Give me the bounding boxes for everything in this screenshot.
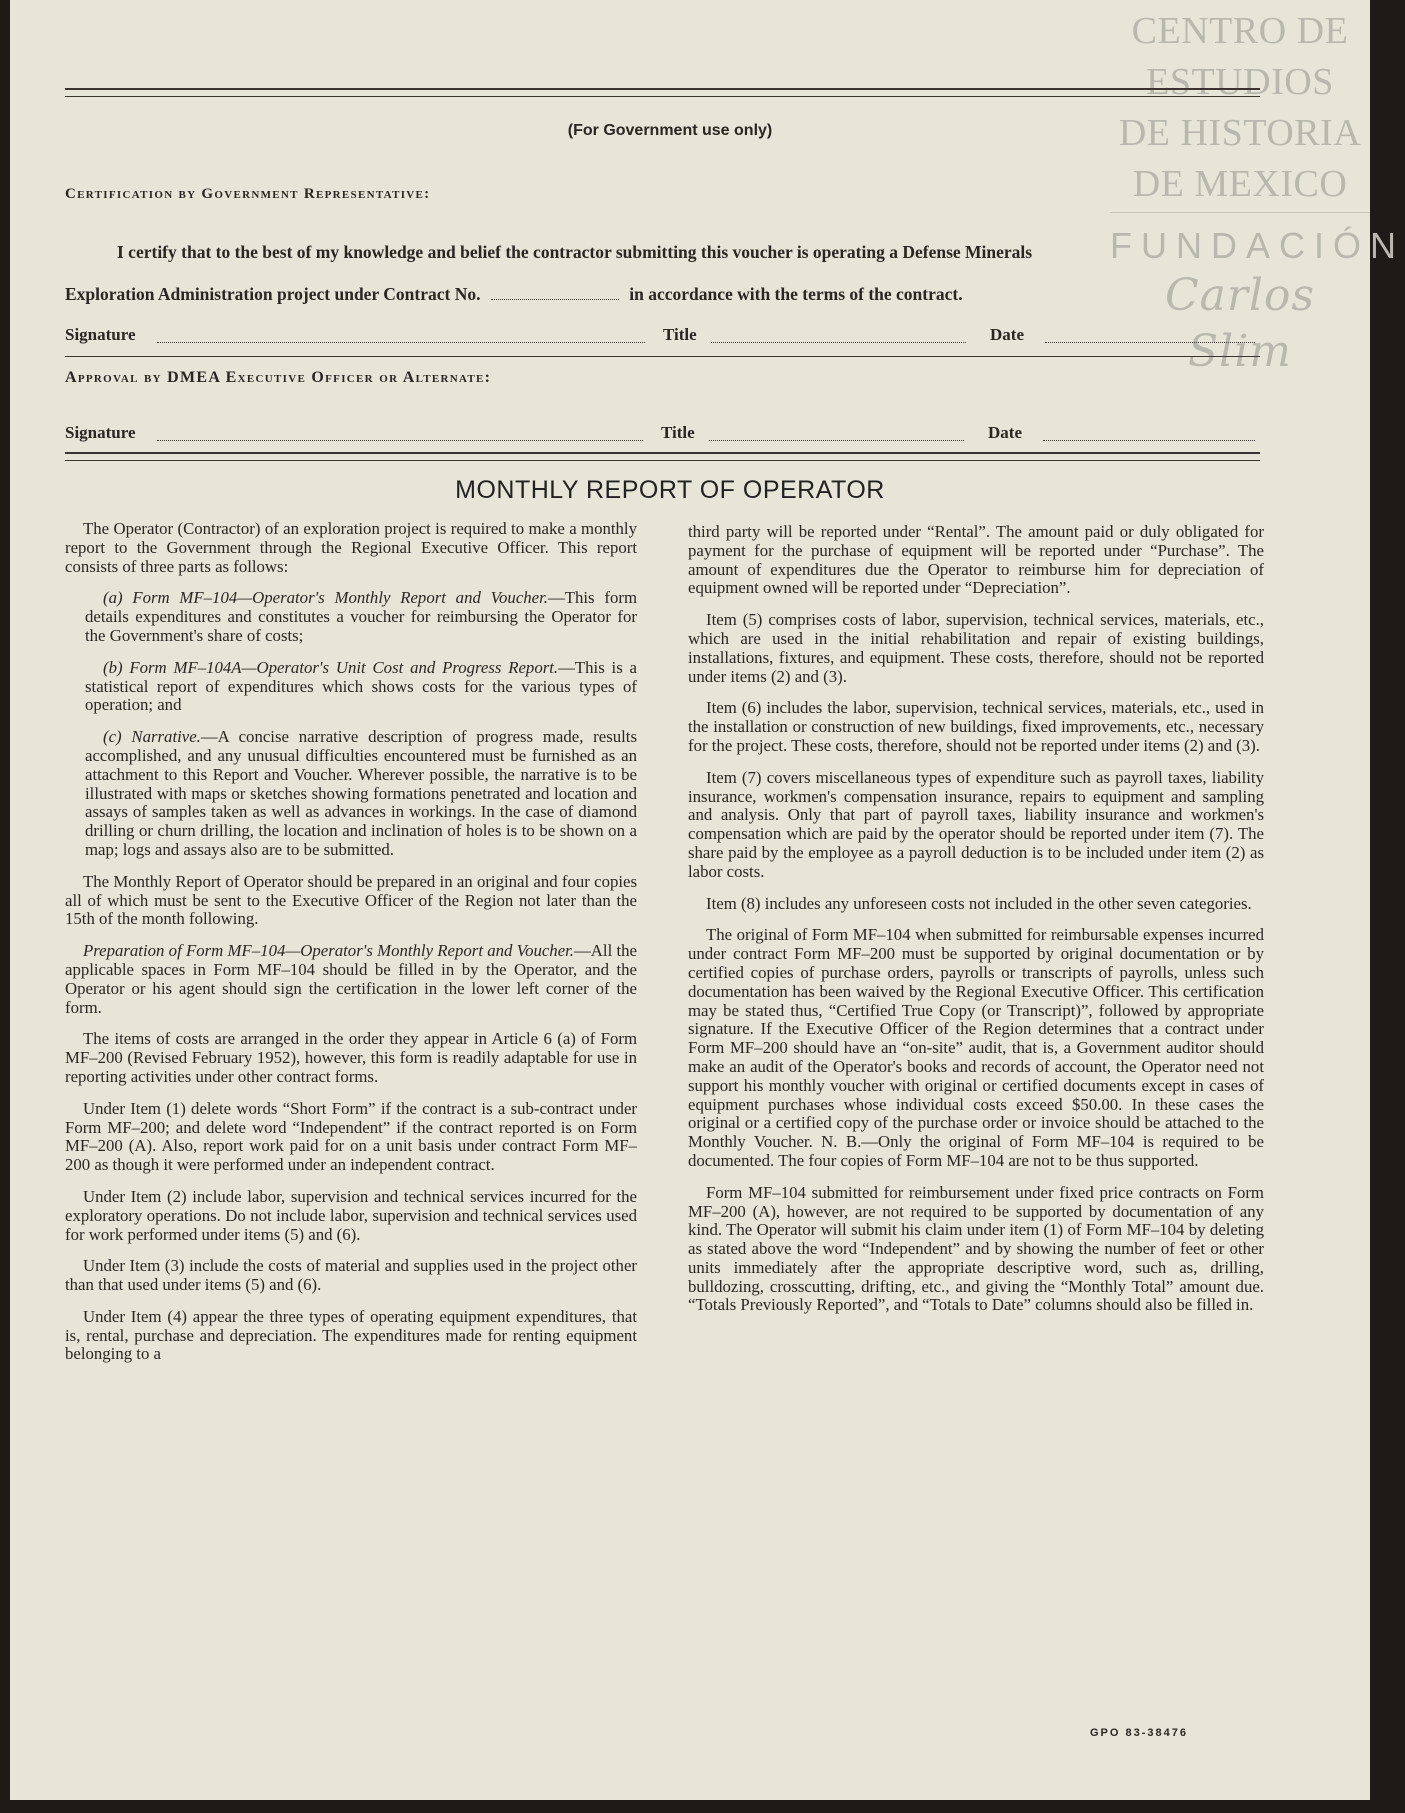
report-paragraph	[688, 769, 1264, 882]
date-field[interactable]	[1045, 342, 1255, 343]
watermark-fundacion: FUNDACIÓN	[1110, 225, 1405, 266]
report-paragraph	[65, 659, 637, 715]
paragraph-text: —This is a statistical report of expenditures which shows costs for the various types of operation; and	[85, 657, 637, 715]
approval-double-rule	[65, 452, 1260, 461]
report-paragraph	[688, 1184, 1264, 1316]
report-paragraph	[65, 1308, 637, 1364]
watermark-signature: Carlos Slim	[1164, 270, 1316, 377]
paragraph-text: Item (8) includes any unforeseen costs not included in the other seven categories.	[706, 893, 1252, 913]
approval-heading: Approval by DMEA Executive Officer or Alternate:	[65, 369, 492, 386]
title-label: Title	[661, 423, 695, 442]
report-paragraph	[65, 942, 637, 1017]
report-paragraph	[688, 895, 1264, 914]
report-paragraph	[65, 1257, 637, 1295]
watermark-line: DE MEXICO	[1132, 163, 1348, 205]
paragraph-text: The items of costs are arranged in the order they appear in Article 6 (a) of Form MF–200 (Revised February 1952), however, this form is readily adaptable for use in reporting activities under other contract forms.	[65, 1029, 637, 1086]
paragraph-text: Item (7) covers miscellaneous types of expenditure such as payroll taxes, liability insurance, workmen's compensation insurance, repairs to equipment and sampling and analysis. Only that part of payroll taxes, liability insurance and workmen's compensation which are paid by the operator should be reported under item (7). The share paid by the employee as a payroll deduction is to be included under item (2) as labor costs.	[688, 767, 1264, 881]
report-paragraph	[65, 728, 637, 860]
watermark-line: DE HISTORIA	[1118, 112, 1362, 154]
title-label: Title	[663, 325, 697, 344]
signature-field[interactable]	[157, 440, 643, 441]
paragraph-text: third party will be reported under “Rental”. The amount paid or duly obligated for payment for the purchase of equipment will be reported under “Purchase”. The amount of expenditures due the Operator to reimburse him for depreciation of equipment owned will be reported under “Depreciation”.	[688, 522, 1264, 598]
signature-label: Signature	[65, 325, 136, 344]
report-paragraph	[65, 873, 637, 929]
watermark-divider	[1110, 212, 1370, 213]
paragraph-lead: (a) Form MF–104—Operator's Monthly Report and Voucher.	[103, 588, 548, 608]
report-paragraph	[65, 1188, 637, 1244]
report-paragraph	[688, 611, 1264, 686]
report-paragraph	[65, 520, 637, 576]
paragraph-text: The original of Form MF–104 when submitted for reimbursable expenses incurred under contract Form MF–200 must be supported by original documentation or by certified copies of purchase orders, payrolls or transcripts of payrolls, unless such documentation has been waived by the Regional Executive Officer. This certification may be stated thus, “Certified True Copy (or Transcript)”, followed by appropriate signature. If the Executive Officer of the Region determines that a contract under Form MF–200 should have an “on-site” audit, that is, a Government auditor should make an audit of the Operator's books and records of account, the Operator need not support his monthly voucher with original or certified documents except in cases of equipment purchases whose individual costs exceed $50.00. In these cases the original or a certified copy of the purchase order or invoice should be attached to the Monthly Voucher. N. B.—Only the original of Form MF–104 is required to be documented. The four copies of Form MF–104 are not to be thus supported.	[688, 925, 1264, 1170]
watermark-line: ESTUDIOS	[1146, 61, 1334, 103]
watermark-line: CENTRO DE	[1131, 10, 1349, 52]
report-paragraph	[688, 523, 1264, 598]
date-label: Date	[988, 423, 1022, 442]
paragraph-text: Form MF–104 submitted for reimbursement under fixed price contracts on Form MF–200 (A), however, are not required to be supported by documentation of any kind. The Operator will submit his claim under item (1) of Form MF–104 by deleting as stated above the word “Independent” and by showing the number of feet or other units immediately after the appropriate descriptive word, such as, drilling, bulldozing, crosscutting, drifting, etc., and giving the “Monthly Total” amount due. “Totals Previously Reported”, and “Totals to Date” columns should also be filled in.	[688, 1182, 1264, 1315]
report-column-left	[65, 520, 637, 1377]
print-code: GPO 83-38476	[1090, 1727, 1188, 1739]
paragraph-text: Under Item (1) delete words “Short Form” if the contract is a sub-contract under Form MF–200; and delete word “Independent” if the contract reported is on Form MF–200 (A). Also, report work paid for on a unit basis under contract Form MF–200 as though it were performed under an independent contract.	[65, 1098, 637, 1175]
certification-line-2-end: in accordance with the terms of the contract.	[629, 284, 963, 304]
title-field[interactable]	[711, 342, 966, 343]
date-field[interactable]	[1043, 440, 1255, 441]
archive-watermark	[1110, 6, 1405, 380]
paragraph-text: —This form details expenditures and constitutes a voucher for reimbursing the Operator for the Government's share of costs;	[85, 588, 637, 645]
report-paragraph	[65, 1030, 637, 1086]
certification-heading: Certification by Government Representative:	[65, 186, 431, 202]
certification-line-2-start: Exploration Administration project under Contract No.	[65, 284, 481, 304]
signature-field[interactable]	[157, 342, 645, 343]
certification-line-2	[65, 284, 1265, 305]
paragraph-text: The Operator (Contractor) of an exploration project is required to make a monthly report to the Government through the Regional Executive Officer. This report consists of three parts as follows:	[65, 519, 637, 576]
contract-number-field[interactable]	[491, 287, 619, 300]
report-paragraph	[688, 699, 1264, 755]
report-paragraph	[688, 926, 1264, 1170]
report-paragraph	[65, 1100, 637, 1175]
paragraph-text: —A concise narrative description of progress made, results accomplished, and any unusual difficulties encountered must be furnished as an attachment to this Report and Voucher. Wherever possible, the narrative is to be illustrated with maps or sketches showing formations penetrated and location and assays of samples taken as well as advances in workings. In the case of diamond drilling or churn drilling, the location and inclination of holes is to be shown on a map; logs and assays also are to be submitted.	[85, 727, 637, 859]
report-title: MONTHLY REPORT OF OPERATOR	[455, 476, 885, 504]
document-page	[10, 0, 1405, 1800]
paragraph-text: Item (6) includes the labor, supervision, technical services, materials, etc., used in the installation or construction of new buildings, fixed improvements, etc., necessary for the project. These costs, therefore, should not be reported under items (2) and (3).	[688, 698, 1264, 755]
signature-label: Signature	[65, 423, 136, 442]
paragraph-text: —All the applicable spaces in Form MF–104 should be filled in by the Operator, and the Operator or his agent should sign the certification in the lower left corner of the form.	[65, 941, 638, 1017]
report-paragraph	[65, 589, 637, 645]
paragraph-text: Under Item (2) include labor, supervision and technical services incurred for the exploratory operations. Do not include labor, supervision and technical services used for work performed under items (5) and (6).	[65, 1186, 637, 1244]
paragraph-lead: Preparation of Form MF–104—Operator's Monthly Report and Voucher.	[83, 941, 575, 961]
certification-divider	[65, 356, 1260, 357]
certification-line-1: I certify that to the best of my knowledge and belief the contractor submitting this voucher is operating a Defense Minerals	[117, 242, 1033, 262]
paragraph-text: The Monthly Report of Operator should be prepared in an original and four copies all of which must be sent to the Executive Officer of the Region not later than the 15th of the month following.	[65, 871, 637, 929]
paragraph-text: Item (5) comprises costs of labor, supervision, technical services, materials, etc., which are used in the initial rehabilitation and repair of existing buildings, installations, fixtures, and equipment. These costs, therefore, should not be reported under items (2) and (3).	[688, 610, 1264, 686]
approval-signature-row	[65, 423, 1265, 447]
government-use-label: (For Government use only)	[567, 122, 773, 139]
paragraph-text: Under Item (4) appear the three types of operating equipment expenditures, that is, rental, purchase and depreciation. The expenditures made for renting equipment belonging to a	[65, 1306, 637, 1364]
title-field[interactable]	[709, 440, 964, 441]
report-column-right	[688, 523, 1264, 1328]
certification-signature-row	[65, 325, 1265, 349]
date-label: Date	[990, 325, 1024, 344]
paragraph-lead: (c) Narrative.	[103, 727, 201, 747]
paragraph-text: Under Item (3) include the costs of material and supplies used in the project other than that used under items (5) and (6).	[65, 1256, 637, 1295]
paragraph-lead: (b) Form MF–104A—Operator's Unit Cost and Progress Report.	[103, 657, 559, 677]
top-double-rule	[65, 88, 1260, 97]
